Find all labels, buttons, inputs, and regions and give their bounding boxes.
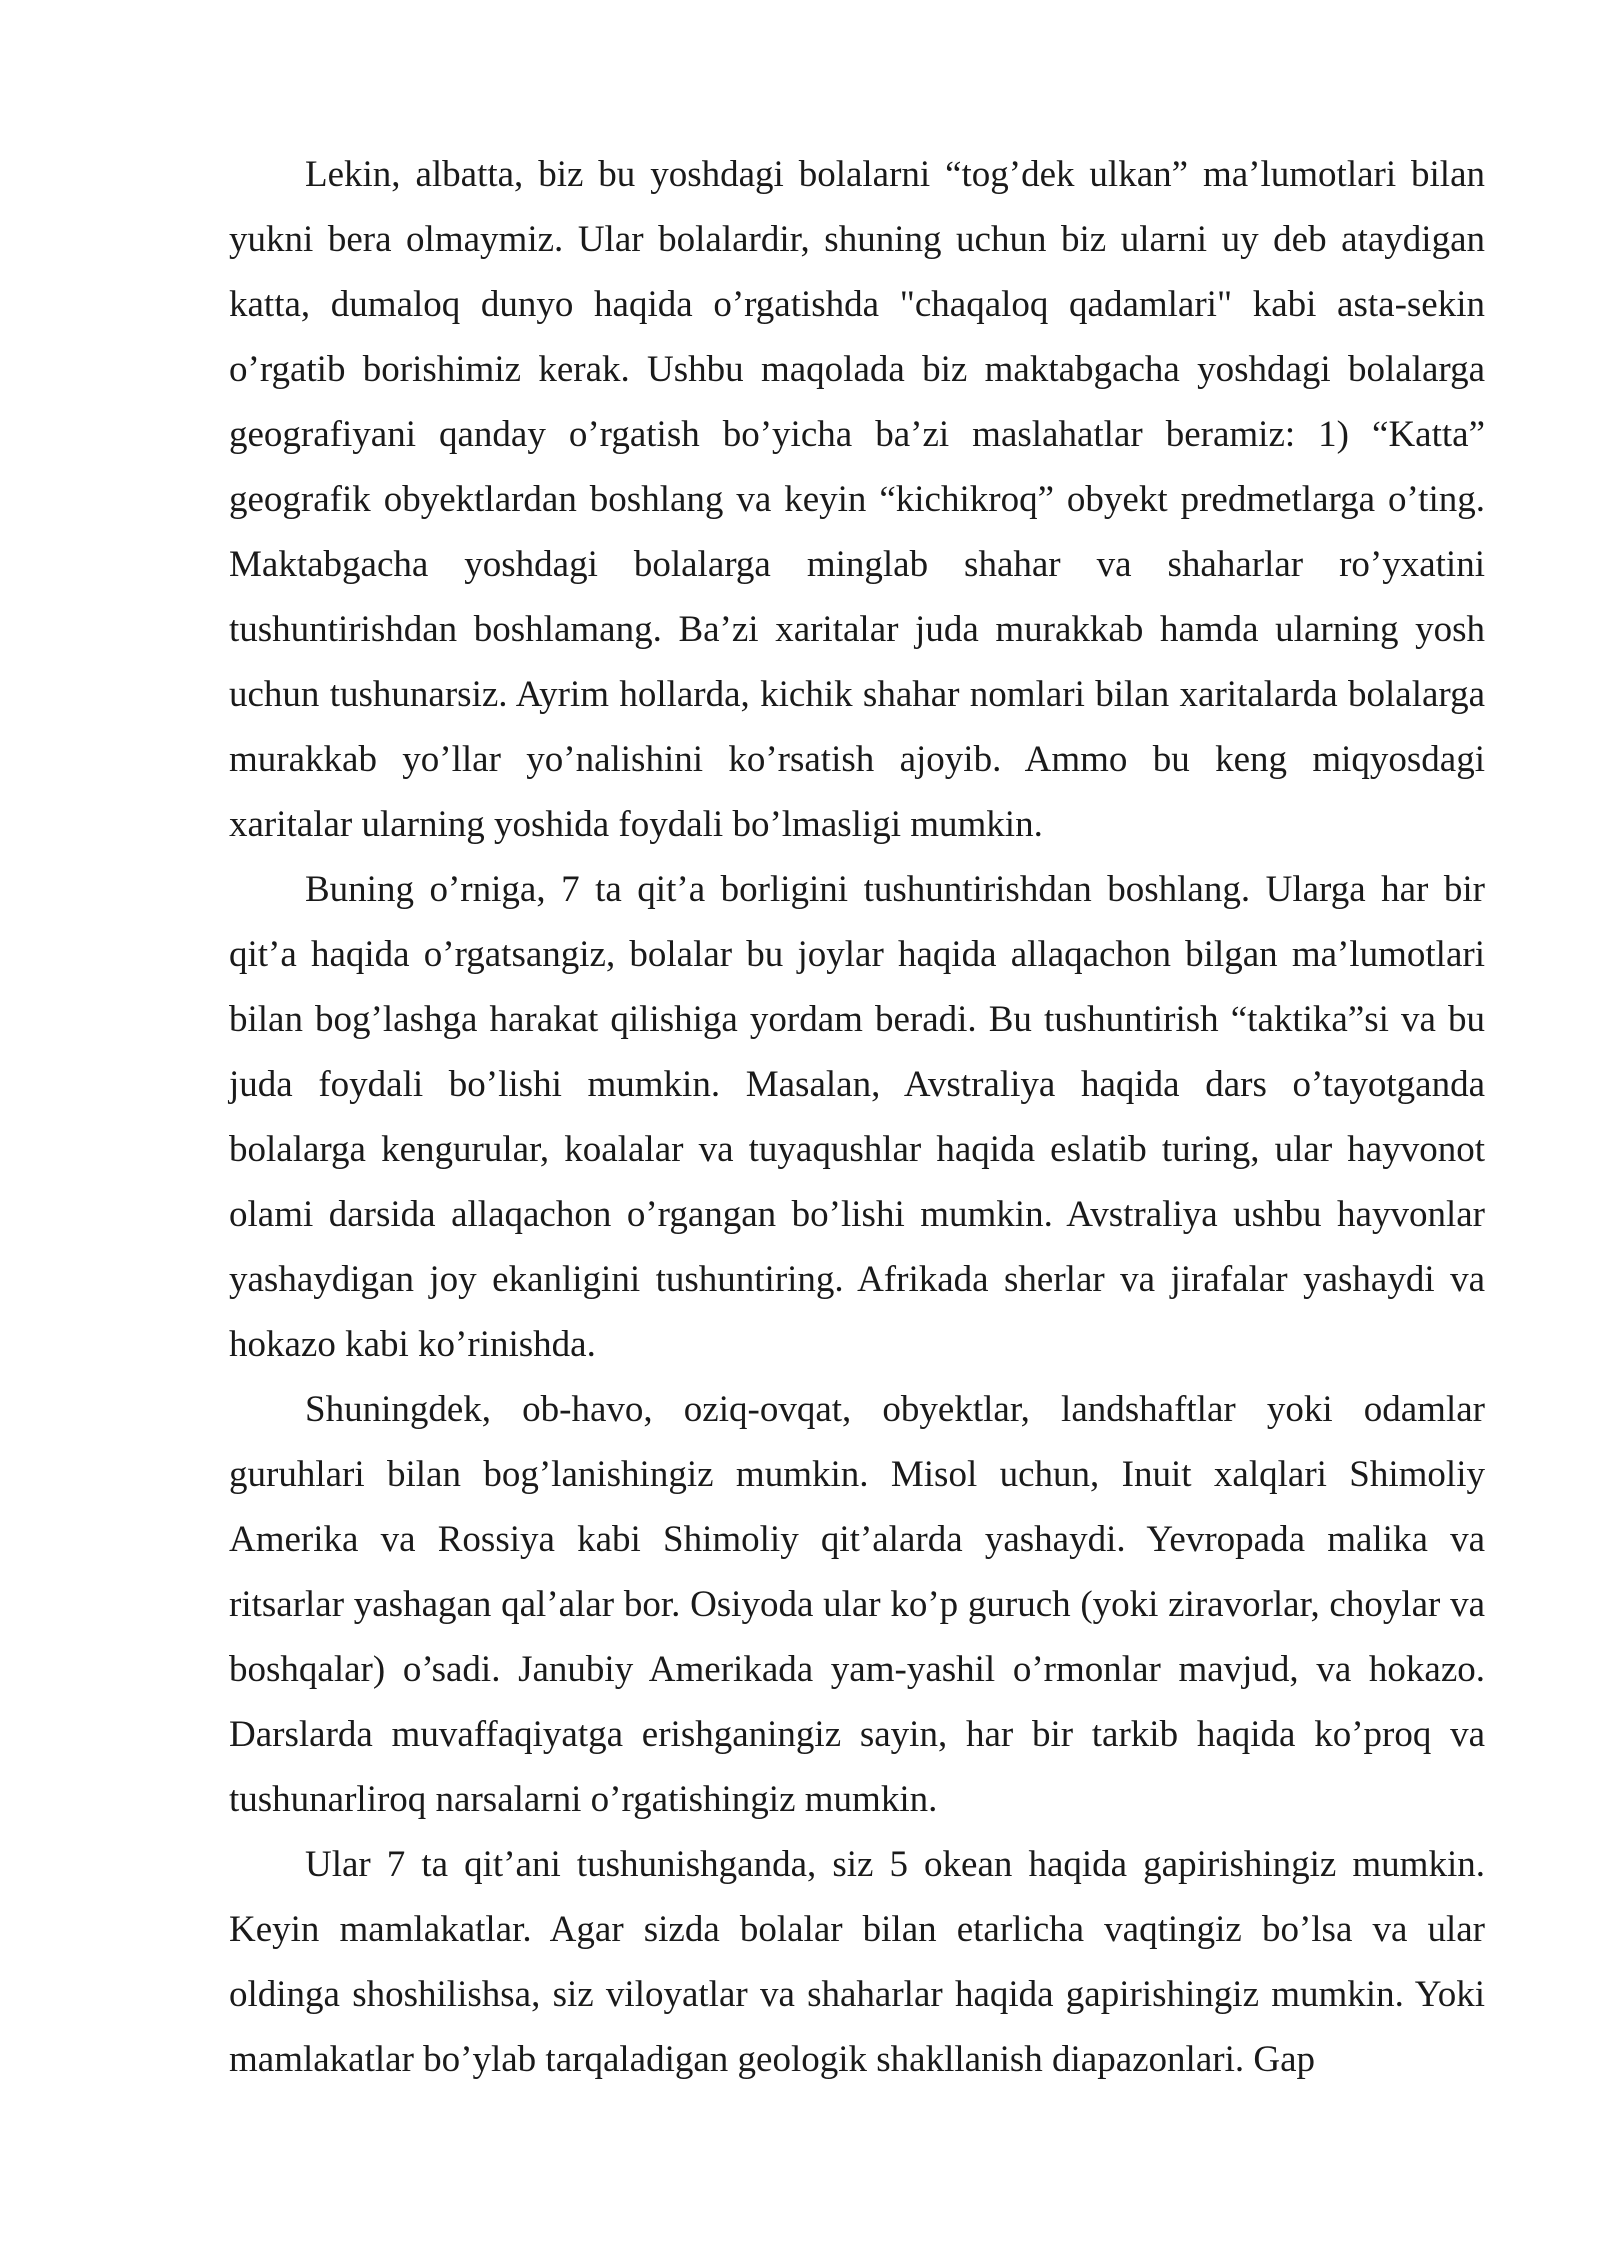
document-body [229, 142, 1485, 2092]
paragraph: Shuningdek, ob-havo, oziq-ovqat, obyektlar, landshaftlar yoki odamlar guruhlari bilan bog’lanishingiz mumkin. Misol uchun, Inuit xalqlari Shimoliy Amerika va Rossiya kabi Shimoliy qit’alarda yashaydi. Yevropada malika va ritsarlar yashagan qal’alar bor. Osiyoda ular ko’p guruch (yoki ziravorlar, choylar va boshqalar) o’sadi. Janubiy Amerikada yam-yashil o’rmonlar mavjud, va hokazo. Darslarda muvaffaqiyatga erishganingiz sayin, har bir tarkib haqida ko’proq va tushunarliroq narsalarni o’rgatishingiz mumkin. [229, 1389, 1485, 1820]
paragraph: Ular 7 ta qit’ani tushunishganda, siz 5 okean haqida gapirishingiz mumkin. Keyin mamlakatlar. Agar sizda bolalar bilan etarlicha vaqtingiz bo’lsa va ular oldinga shoshilishsa, siz viloyatlar va shaharlar haqida gapirishingiz mumkin. Yoki mamlakatlar bo’ylab tarqaladigan geologik shakllanish diapazonlari. Gap [229, 1844, 1485, 2080]
paragraph: Lekin, albatta, biz bu yoshdagi bolalarni “tog’dek ulkan” ma’lumotlari bilan yukni bera olmaymiz. Ular bolalardir, shuning uchun biz ularni uy deb ataydigan katta, dumaloq dunyo haqida o’rgatishda "chaqaloq qadamlari" kabi asta-sekin o’rgatib borishimiz kerak. Ushbu maqolada biz maktabgacha yoshdagi bolalarga geografiyani qanday o’rgatish bo’yicha ba’zi maslahatlar beramiz: 1) “Katta” geografik obyektlardan boshlang va keyin “kichikroq” obyekt predmetlarga o’ting. Maktabgacha yoshdagi bolalarga minglab shahar va shaharlar ro’yxatini tushuntirishdan boshlamang. Ba’zi xaritalar juda murakkab hamda ularning yosh uchun tushunarsiz. Ayrim hollarda, kichik shahar nomlari bilan xaritalarda bolalarga murakkab yo’llar yo’nalishini ko’rsatish ajoyib. Ammo bu keng miqyosdagi xaritalar ularning yoshida foydali bo’lmasligi mumkin. [229, 154, 1485, 845]
paragraph: Buning o’rniga, 7 ta qit’a borligini tushuntirishdan boshlang. Ularga har bir qit’a haqida o’rgatsangiz, bolalar bu joylar haqida allaqachon bilgan ma’lumotlari bilan bog’lashga harakat qilishiga yordam beradi. Bu tushuntirish “taktika”si va bu juda foydali bo’lishi mumkin. Masalan, Avstraliya haqida dars o’tayotganda bolalarga kengurular, koalalar va tuyaqushlar haqida eslatib turing, ular hayvonot olami darsida allaqachon o’rgangan bo’lishi mumkin. Avstraliya ushbu hayvonlar yashaydigan joy ekanligini tushuntiring. Afrikada sherlar va jirafalar yashaydi va hokazo kabi ko’rinishda. [229, 869, 1485, 1365]
